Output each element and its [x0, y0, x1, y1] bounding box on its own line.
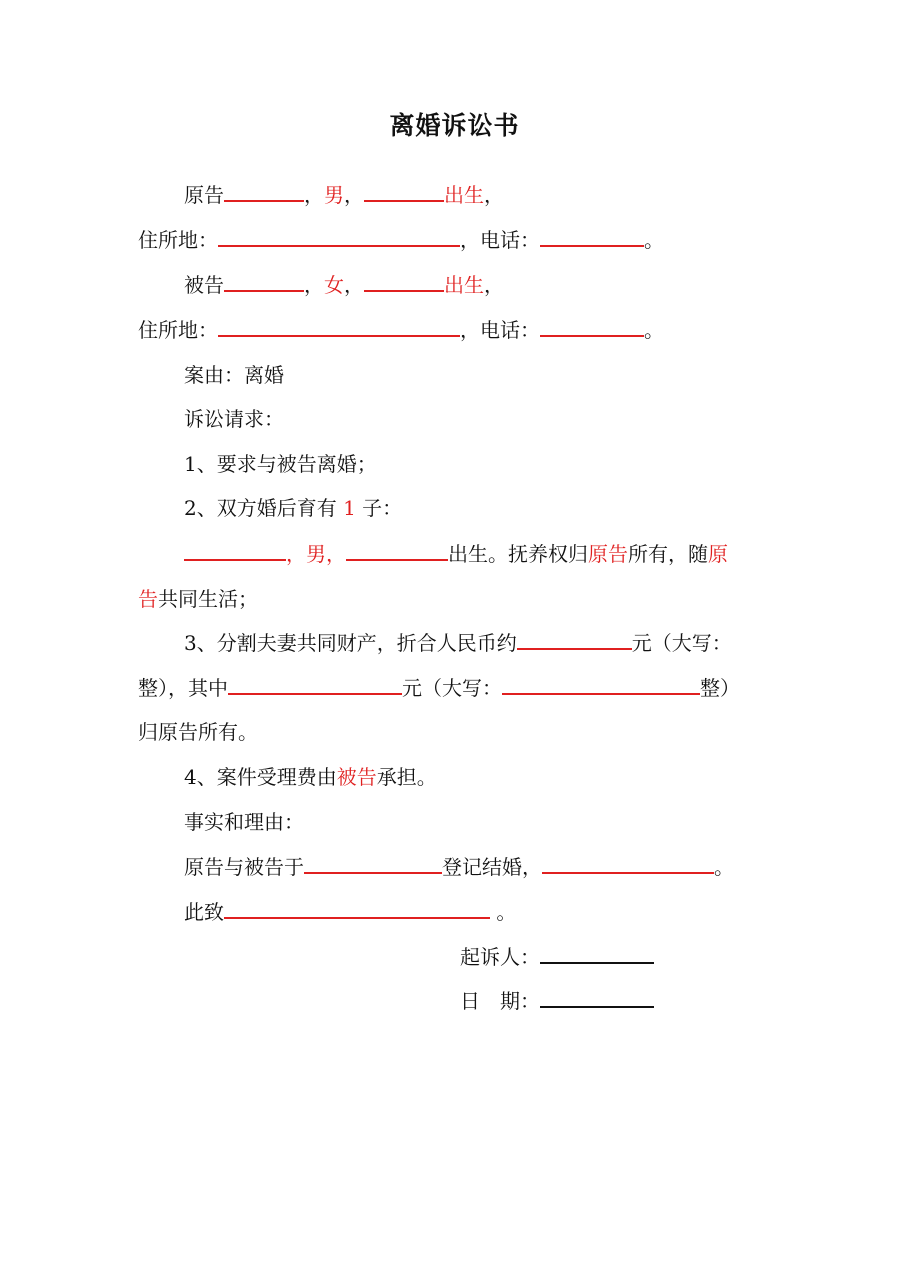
case-cause: 案由：离婚: [184, 363, 284, 387]
plaintiff-address-line: [138, 223, 664, 257]
live-with-party: 原: [708, 542, 728, 566]
claim-3-prefix: 3、分割夫妻共同财产，折合人民币约: [184, 631, 517, 655]
facts-reason-blank[interactable]: [542, 850, 714, 874]
live-together-line: [138, 582, 258, 616]
claim-3-whole-end: 整）: [700, 676, 740, 700]
claims-heading: 诉讼请求：: [184, 407, 284, 431]
salutation-prefix: 此致: [184, 900, 224, 924]
plaintiff-label: 原告: [184, 183, 224, 207]
claim-1: 1、要求与被告离婚；: [184, 452, 377, 476]
live-with-party-cont: 告: [138, 587, 158, 611]
defendant-birth-blank[interactable]: [364, 268, 444, 292]
defendant-address-line: [138, 313, 664, 347]
defendant-phone-label: ，电话：: [460, 318, 540, 342]
plaintiff-birth-label: 出生: [444, 183, 484, 207]
child-birth-blank[interactable]: [346, 537, 448, 561]
plaintiff-share-capital-blank[interactable]: [502, 671, 700, 695]
date-label: 日 期：: [460, 989, 540, 1013]
facts-prefix: 原告与被告于: [184, 855, 304, 879]
plaintiff-signature-blank[interactable]: [540, 940, 654, 964]
defendant-gender: 女: [324, 273, 344, 297]
plaintiff-gender: 男: [324, 183, 344, 207]
fee-party: 被告: [336, 765, 377, 789]
plaintiff-share-blank[interactable]: [228, 671, 402, 695]
plaintiff-line: [184, 178, 504, 212]
separator: ，: [344, 273, 364, 297]
plaintiff-address-blank[interactable]: [218, 223, 460, 247]
plaintiff-address-label: 住所地：: [138, 228, 218, 252]
child-line: [184, 537, 728, 571]
claim-4-line: [184, 760, 437, 794]
claim-3-capital-label: 元（大写：: [631, 631, 732, 655]
defendant-address-label: 住所地：: [138, 318, 218, 342]
facts-line: [184, 850, 734, 884]
defendant-name-blank[interactable]: [224, 268, 304, 292]
child-name-blank[interactable]: [184, 537, 286, 561]
facts-heading: 事实和理由：: [184, 810, 304, 834]
claim-4-prefix: 4、案件受理费由: [184, 765, 337, 789]
separator: ，: [304, 183, 324, 207]
period: 。: [714, 855, 734, 879]
defendant-address-blank[interactable]: [218, 313, 460, 337]
separator: ，: [344, 183, 364, 207]
claim-2-line: [184, 491, 402, 525]
marriage-date-blank[interactable]: [304, 850, 442, 874]
defendant-label: 被告: [184, 273, 224, 297]
plaintiff-name-blank[interactable]: [224, 178, 304, 202]
property-amount-blank[interactable]: [517, 626, 632, 650]
claim-3-whole: 整），其中: [138, 676, 228, 700]
plaintiff-signature-label: 起诉人：: [460, 945, 540, 969]
claim-3-line-2: [138, 671, 740, 705]
defendant-birth-label: 出生: [444, 273, 484, 297]
plaintiff-phone-label: ，电话：: [460, 228, 540, 252]
child-born-text: 出生。抚养权归: [448, 542, 588, 566]
separator: ，: [304, 273, 324, 297]
separator: ，: [484, 183, 504, 207]
defendant-line: [184, 268, 504, 302]
defendant-phone-blank[interactable]: [540, 313, 644, 337]
facts-mid: 登记结婚，: [442, 855, 542, 879]
date-blank[interactable]: [540, 984, 654, 1008]
period: 。: [644, 228, 664, 252]
live-together-text: 共同生活；: [158, 587, 258, 611]
custody-owned-text: 所有，随: [628, 542, 708, 566]
child-gender: ，男，: [286, 542, 346, 566]
custody-party: 原告: [588, 542, 628, 566]
claim-3-line-3: 归原告所有。: [138, 720, 258, 744]
claim-4-suffix: 承担。: [376, 765, 437, 789]
signature-line: [460, 940, 654, 974]
plaintiff-birth-blank[interactable]: [364, 178, 444, 202]
date-line: [460, 984, 654, 1018]
salutation-line: [184, 895, 516, 929]
document-title: 离婚诉讼书: [389, 111, 520, 140]
child-count: 1: [343, 496, 356, 520]
separator: ，: [484, 273, 504, 297]
court-name-blank[interactable]: [224, 895, 490, 919]
claim-3-capital-label-2: 元（大写：: [402, 676, 502, 700]
period: 。: [644, 318, 664, 342]
claim-3-line-1: [184, 626, 732, 660]
plaintiff-phone-blank[interactable]: [540, 223, 644, 247]
claim-2-prefix: 2、双方婚后育有: [184, 496, 344, 520]
claim-2-suffix: 子：: [355, 496, 403, 520]
period: 。: [490, 900, 517, 924]
